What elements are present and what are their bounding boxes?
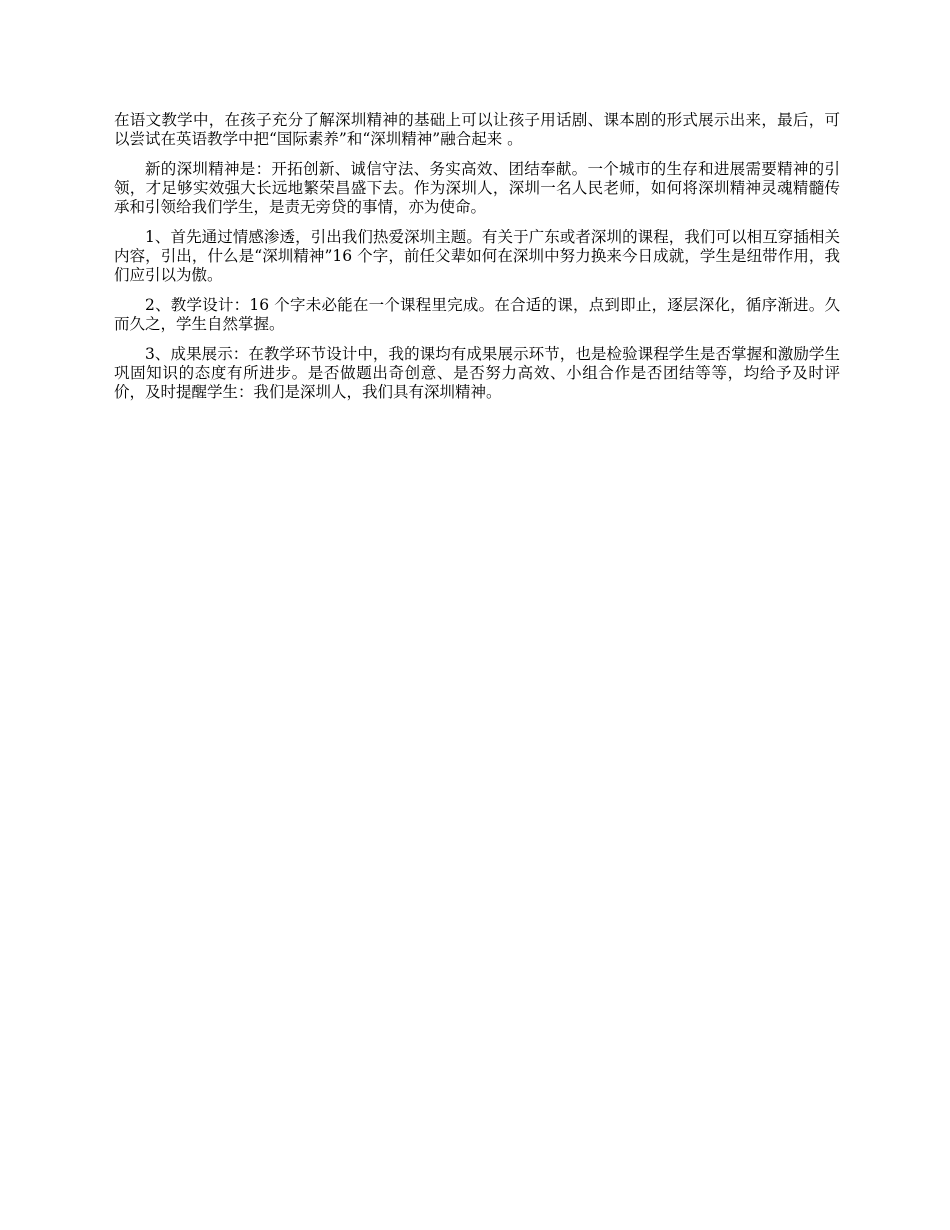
paragraph-teaching-design: 2、教学设计：16 个字未必能在一个课程里完成。在合适的课，点到即止，逐层深化，循序渐进。久而久之，学生自然掌握。 (114, 296, 840, 333)
document-body (114, 111, 840, 413)
paragraph-shenzhen-spirit: 新的深圳精神是：开拓创新、诚信守法、务实高效、团结奉献。一个城市的生存和进展需要精神的引领，才足够实效强大长远地繁荣昌盛下去。作为深圳人，深圳一名人民老师，如何将深圳精神灵魂精髓传承和引领给我们学生，是责无旁贷的事情，亦为使命。 (114, 160, 840, 216)
paragraph-emotional-infiltration: 1、首先通过情感渗透，引出我们热爱深圳主题。有关于广东或者深圳的课程，我们可以相互穿插相关内容，引出，什么是“深圳精神”16 个字，前任父辈如何在深圳中努力换来今日成就，学生是纽带作用，我们应引以为傲。 (114, 228, 840, 284)
paragraph-results-display: 3、成果展示：在教学环节设计中，我的课均有成果展示环节，也是检验课程学生是否掌握和激励学生巩固知识的态度有所进步。是否做题出奇创意、是否努力高效、小组合作是否团结等等，均给予及时评价，及时提醒学生：我们是深圳人，我们具有深圳精神。 (114, 345, 840, 401)
paragraph-chinese-teaching: 在语文教学中，在孩子充分了解深圳精神的基础上可以让孩子用话剧、课本剧的形式展示出来，最后，可以尝试在英语教学中把“国际素养”和“深圳精神”融合起来 。 (114, 111, 840, 148)
